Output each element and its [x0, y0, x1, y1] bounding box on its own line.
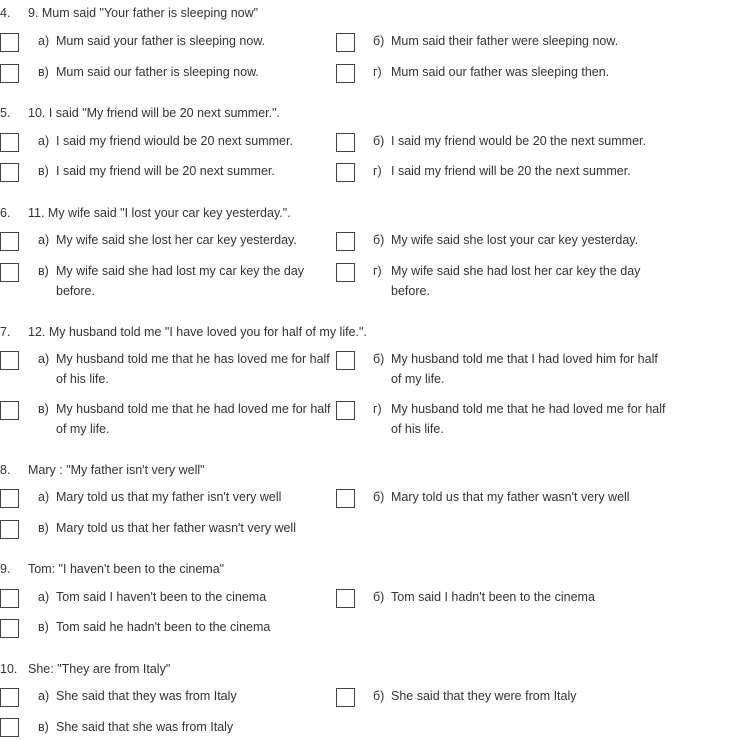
option-letter: а) [38, 590, 50, 604]
checkbox-b[interactable] [336, 232, 355, 251]
option-letter: в) [38, 620, 49, 634]
checkbox-d[interactable] [336, 163, 355, 182]
option-letter: а) [38, 689, 50, 703]
option-text: My wife said she lost her car key yesterday. [56, 233, 297, 247]
question-number: 4. [0, 6, 11, 20]
option-text-line2: of his life. [391, 422, 444, 436]
option-text-line2: of my life. [391, 372, 445, 386]
checkbox-c[interactable] [0, 64, 19, 83]
option-text-line2: of his life. [56, 372, 109, 386]
question-number: 9. [0, 562, 11, 576]
option-letter: б) [373, 490, 385, 504]
checkbox-b[interactable] [336, 351, 355, 370]
checkbox-d[interactable] [336, 263, 355, 282]
checkbox-a[interactable] [0, 232, 19, 251]
option-letter: б) [373, 590, 385, 604]
option-letter: б) [373, 34, 385, 48]
option-text: Mum said our father was sleeping then. [391, 65, 610, 79]
option-text-line2: before. [391, 284, 430, 298]
option-letter: б) [373, 689, 385, 703]
option-text: My husband told me that he has loved me for half [56, 352, 330, 366]
checkbox-b[interactable] [336, 133, 355, 152]
checkbox-a[interactable] [0, 33, 19, 52]
option-letter: г) [373, 65, 382, 79]
question-text: 9. Mum said "Your father is sleeping now" [28, 6, 259, 20]
option-text: I said my friend will be 20 next summer. [56, 164, 275, 178]
checkbox-c[interactable] [0, 520, 19, 539]
checkbox-c[interactable] [0, 718, 19, 737]
checkbox-c[interactable] [0, 263, 19, 282]
checkbox-b[interactable] [336, 589, 355, 608]
option-letter: а) [38, 134, 50, 148]
checkbox-c[interactable] [0, 163, 19, 182]
option-text: She said that they was from Italy [56, 689, 237, 703]
checkbox-d[interactable] [336, 401, 355, 420]
option-letter: в) [38, 164, 49, 178]
option-text: My husband told me that he had loved me for half [56, 402, 331, 416]
option-text-line2: of my life. [56, 422, 110, 436]
option-text: I said my friend will be 20 the next summer. [391, 164, 631, 178]
option-text: Mum said their father were sleeping now. [391, 34, 619, 48]
option-letter: г) [373, 402, 382, 416]
question-text: 12. My husband told me "I have loved you for half of my life.". [28, 325, 367, 339]
question-text: Tom: "I haven't been to the cinema" [28, 562, 225, 576]
option-letter: в) [38, 521, 49, 535]
option-letter: а) [38, 352, 50, 366]
checkbox-a[interactable] [0, 133, 19, 152]
option-text-line2: before. [56, 284, 95, 298]
option-letter: б) [373, 233, 385, 247]
question-text: 11. My wife said "I lost your car key yesterday.". [28, 206, 291, 220]
option-text: Mary told us that my father isn't very well [56, 490, 282, 504]
option-letter: г) [373, 164, 382, 178]
question-number: 6. [0, 206, 11, 220]
option-text: My wife said she had lost my car key the day [56, 264, 305, 278]
checkbox-c[interactable] [0, 619, 19, 638]
question-text: Mary : "My father isn't very well" [28, 463, 205, 477]
option-letter: б) [373, 134, 385, 148]
option-text: My wife said she had lost her car key the day [391, 264, 641, 278]
option-text: Tom said I hadn't been to the cinema [391, 590, 595, 604]
option-letter: г) [373, 264, 382, 278]
option-text: She said that they were from Italy [391, 689, 577, 703]
checkbox-a[interactable] [0, 589, 19, 608]
option-letter: а) [38, 233, 50, 247]
option-text: Mum said our father is sleeping now. [56, 65, 259, 79]
option-letter: а) [38, 490, 50, 504]
option-text: Mary told us that her father wasn't very well [56, 521, 296, 535]
option-text: My wife said she lost your car key yesterday. [391, 233, 639, 247]
checkbox-b[interactable] [336, 33, 355, 52]
option-text: My husband told me that I had loved him for half [391, 352, 658, 366]
option-letter: в) [38, 720, 49, 734]
checkbox-a[interactable] [0, 351, 19, 370]
option-letter: в) [38, 264, 49, 278]
option-letter: в) [38, 402, 49, 416]
option-text: Tom said he hadn't been to the cinema [56, 620, 271, 634]
checkbox-c[interactable] [0, 401, 19, 420]
option-letter: а) [38, 34, 50, 48]
question-text: 10. I said "My friend will be 20 next summer.". [28, 106, 281, 120]
option-text: I said my friend wiould be 20 next summer. [56, 134, 293, 148]
checkbox-a[interactable] [0, 489, 19, 508]
question-number: 10. [0, 662, 18, 676]
option-text: Mum said your father is sleeping now. [56, 34, 266, 48]
checkbox-b[interactable] [336, 688, 355, 707]
option-letter: б) [373, 352, 385, 366]
option-text: Mary told us that my father wasn't very well [391, 490, 630, 504]
option-text: She said that she was from Italy [56, 720, 234, 734]
checkbox-b[interactable] [336, 489, 355, 508]
question-number: 5. [0, 106, 11, 120]
option-letter: в) [38, 65, 49, 79]
option-text: My husband told me that he had loved me for half [391, 402, 666, 416]
option-text: I said my friend would be 20 the next summer. [391, 134, 646, 148]
checkbox-a[interactable] [0, 688, 19, 707]
option-text: Tom said I haven't been to the cinema [56, 590, 267, 604]
question-number: 7. [0, 325, 11, 339]
question-text: She: "They are from Italy" [28, 662, 171, 676]
checkbox-d[interactable] [336, 64, 355, 83]
question-number: 8. [0, 463, 11, 477]
